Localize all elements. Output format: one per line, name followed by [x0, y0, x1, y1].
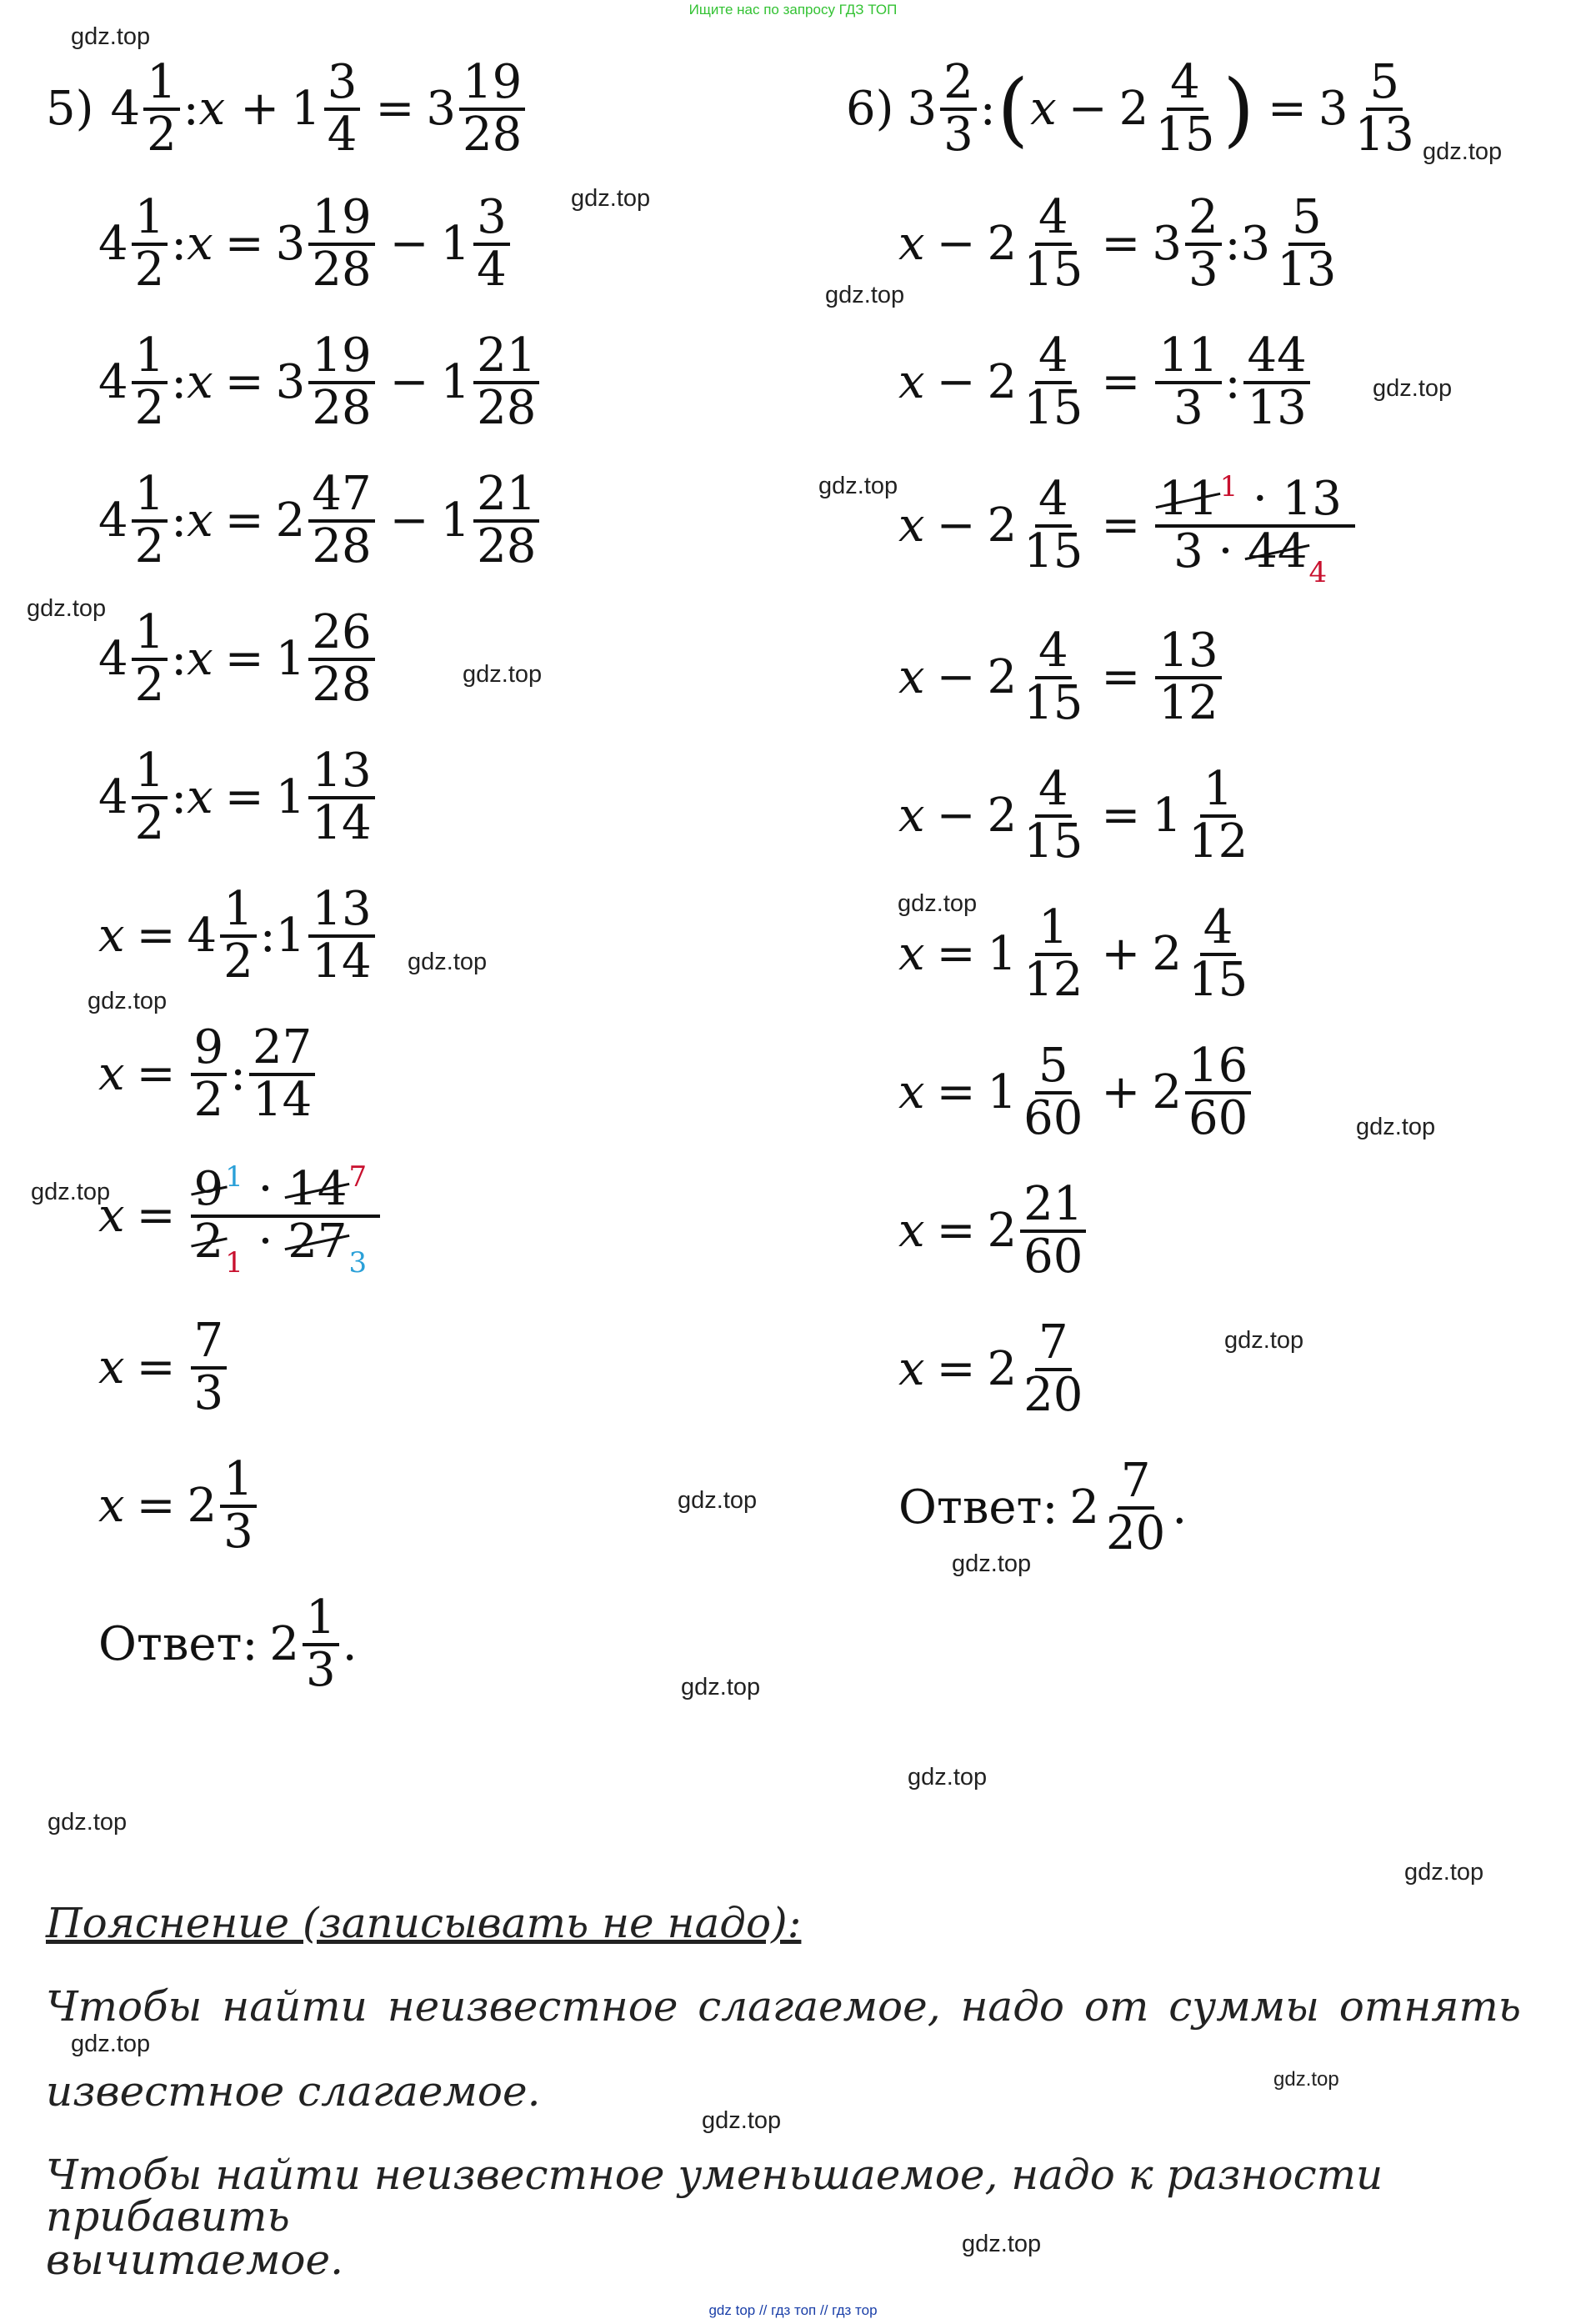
watermark: gdz.top	[48, 1809, 128, 1836]
p5-label: 5)	[46, 81, 94, 136]
p5-step-3: 4 $\frac{1}{2}$ : x = 2 $\frac{47}{28}$ − 1 $\frac{21}{28}$	[98, 470, 543, 572]
p5-equation: 5) 4 $\frac{1}{2}$ : x + 1 $\frac{3}{4}$ = 3 $\frac{19}{28}$	[46, 58, 528, 160]
expl-word: найти	[222, 1982, 368, 2031]
p5-step-10: x = 2 $\frac{1}{3}$	[98, 1455, 260, 1557]
watermark: gdz.top	[27, 595, 107, 622]
expl-word: от	[1083, 1982, 1149, 2031]
watermark: gdz.top	[71, 2031, 151, 2057]
footer-links: gdz top // гдз топ // гдз тор	[708, 2302, 878, 2318]
p5-answer: Ответ: 2 $\frac{1}{3}$ .	[98, 1590, 358, 1697]
watermark: gdz.top	[908, 1764, 988, 1791]
p5-step-4: 4 $\frac{1}{2}$ : x = 1 $\frac{26}{28}$	[98, 609, 378, 710]
p5-step-5: 4 $\frac{1}{2}$ : x = 1 $\frac{13}{14}$	[98, 747, 378, 849]
watermark: gdz.top	[408, 949, 488, 975]
p6-equation: 6) 3 $\frac{2}{3}$ : ( x − 2 $\frac{4}{15}$ ) = 3 $\frac{5}{13}$	[846, 55, 1414, 162]
p5-step-8: x = $\frac{9^1 \cdot 14^7}{2_1 \cdot 27_3}$	[98, 1165, 383, 1267]
p5-answer-label: Ответ:	[98, 1616, 258, 1671]
expl-word: отнять	[1338, 1982, 1521, 2031]
watermark: gdz.top	[571, 185, 651, 212]
p5-step-1: 4 $\frac{1}{2}$ : x = 3 $\frac{19}{28}$ − 1 $\frac{3}{4}$	[98, 193, 513, 295]
watermark: gdz.top	[1423, 138, 1503, 165]
p6-answer: Ответ: 2 $\frac{7}{20}$ .	[898, 1454, 1188, 1560]
expl-word: Чтобы	[46, 1982, 203, 2031]
p5-step-2: 4 $\frac{1}{2}$ : x = 3 $\frac{19}{28}$ − 1 $\frac{21}{28}$	[98, 332, 543, 433]
watermark: gdz.top	[825, 282, 905, 308]
expl-word: суммы	[1168, 1982, 1319, 2031]
watermark: gdz.top	[1224, 1327, 1304, 1354]
p6-step-8: x = 2 $\frac{21}{60}$	[898, 1180, 1089, 1282]
explanation-line-3: Чтобы найти неизвестное уменьшаемое, надо к разности прибавить	[46, 2151, 1383, 2241]
watermark: gdz.top	[678, 1487, 758, 1514]
expl-word: слагаемое,	[698, 1982, 941, 2031]
watermark: gdz.top	[681, 1674, 761, 1700]
watermark: gdz.top	[71, 23, 151, 50]
p5-step-7: x = $\frac{9}{2}$ : $\frac{27}{14}$	[98, 1024, 318, 1125]
p6-step-9: x = 2 $\frac{7}{20}$	[898, 1315, 1083, 1422]
watermark: gdz.top	[31, 1179, 111, 1205]
expl-word: надо	[960, 1982, 1065, 2031]
p6-answer-label: Ответ:	[898, 1480, 1058, 1535]
expl-word: неизвестное	[387, 1982, 678, 2031]
watermark: gdz.top	[88, 988, 168, 1014]
p5-step-9: x = $\frac{7}{3}$	[98, 1317, 230, 1419]
p6-label: 6)	[846, 81, 894, 136]
watermark: gdz.top	[1404, 1859, 1484, 1886]
watermark: gdz.top	[1273, 2068, 1339, 2091]
explanation-line-2: известное слагаемое.	[46, 2067, 541, 2116]
watermark: gdz.top	[962, 2231, 1042, 2257]
top-banner: Ищите нас по запросу ГДЗ ТОП	[688, 2, 898, 18]
watermark: gdz.top	[1356, 1114, 1436, 1140]
watermark: gdz.top	[898, 890, 978, 917]
watermark: gdz.top	[463, 661, 543, 688]
p6-step-2: x − 2 $\frac{4}{15}$ = $\frac{11}{3}$ : $\frac{44}{13}$	[898, 332, 1313, 433]
explanation-title: Пояснение (записывать не надо):	[46, 1899, 802, 1947]
p6-step-3: x − 2 $\frac{4}{15}$ = $\frac{11^1 \cdot 13}{3 \cdot 44_4}$	[898, 475, 1358, 577]
p6-step-7: x = 1 $\frac{5}{60}$ + 2 $\frac{16}{60}$	[898, 1042, 1254, 1144]
watermark: gdz.top	[952, 1550, 1032, 1577]
watermark: gdz.top	[702, 2107, 782, 2134]
watermark: gdz.top	[1373, 375, 1453, 402]
explanation-line-4: вычитаемое.	[46, 2236, 343, 2284]
watermark: gdz.top	[818, 473, 898, 499]
p6-step-5: x − 2 $\frac{4}{15}$ = 1 $\frac{1}{12}$	[898, 762, 1248, 869]
p5-step-6: x = 4 $\frac{1}{2}$ : 1 $\frac{13}{14}$	[98, 885, 378, 987]
explanation-line-1	[46, 1982, 1521, 2031]
p6-step-1: x − 2 $\frac{4}{15}$ = 3 $\frac{2}{3}$ : 3 $\frac{5}{13}$	[898, 190, 1337, 297]
p6-step-4: x − 2 $\frac{4}{15}$ = $\frac{13}{12}$	[898, 627, 1225, 729]
p6-step-6: x = 1 $\frac{1}{12}$ + 2 $\frac{4}{15}$	[898, 900, 1248, 1007]
